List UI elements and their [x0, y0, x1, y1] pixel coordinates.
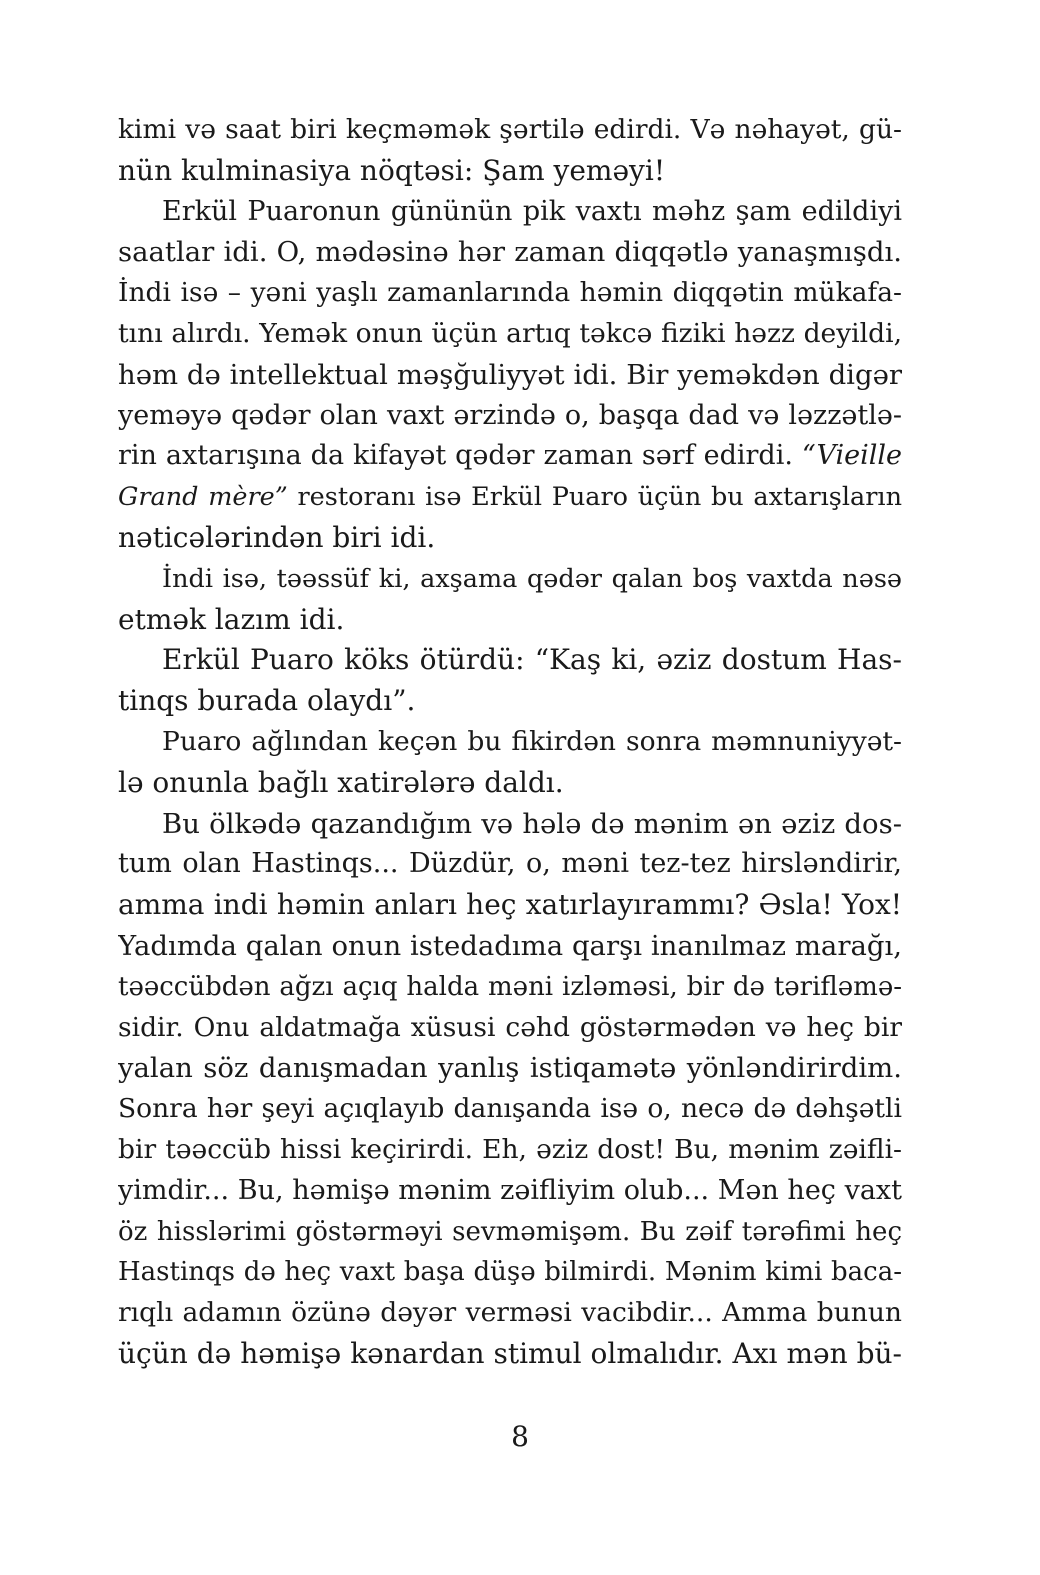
text-line: etmək lazım idi. — [118, 602, 345, 636]
text-line: həm də intellektual məşğuliyyət idi. Bir yeməkdən digər — [118, 358, 902, 391]
text-line: lə onunla bağlı xatirələrə daldı. — [118, 765, 564, 799]
text-line: Erkül Puaronun gününün pik vaxtı məhz şam edildiyi — [162, 195, 902, 227]
text-line — [118, 436, 902, 477]
italic-title: “Vieille — [801, 440, 902, 472]
text-line — [118, 477, 902, 518]
page-number: 8 — [511, 1420, 529, 1453]
text-line: sidir. Onu aldatmağa xüsusi cəhd göstərmədən və heç bir — [118, 1011, 902, 1043]
text-line: saatlar idi. O, mədəsinə hər zaman diqqətlə yanaşmışdı. — [118, 236, 902, 269]
text-line: tinqs burada olaydı”. — [118, 684, 416, 718]
text-line: tum olan Hastinqs... Düzdür, o, məni tez-tez hirsləndirir, — [118, 848, 902, 880]
text-line: yeməyə qədər olan vaxt ərzində o, başqa dad və ləzzətlə- — [118, 399, 902, 431]
text-line: nəticələrindən biri idi. — [118, 520, 436, 554]
text-line: Erkül Puaro köks ötürdü: “Kaş ki, əziz dostum Has- — [162, 643, 902, 677]
text-line: yalan söz danışmadan yanlış istiqamətə yönləndirirdim. — [118, 1052, 902, 1085]
text-line: tını alırdı. Yemək onun üçün artıq təkcə fiziki həzz deyildi, — [118, 317, 902, 349]
text-line: amma indi həmin anları heç xatırlayırammı? Əsla! Yox! — [118, 888, 902, 922]
text-line: nün kulminasiya nöqtəsi: Şam yeməyi! — [118, 153, 666, 187]
text-line: Sonra hər şeyi açıqlayıb danışanda isə o, necə də dəhşətli — [118, 1093, 902, 1125]
text-line: üçün də həmişə kənardan stimul olmalıdır. Axı mən bü- — [118, 1336, 902, 1370]
text-line: İndi isə – yəni yaşlı zamanlarında həmin diqqətin mükafa- — [118, 277, 902, 309]
text-line: rıqlı adamın özünə dəyər verməsi vacibdir... Amma bunun — [118, 1297, 902, 1329]
text-span: rin axtarışına da kifayət qədər zaman sərf edirdi. — [118, 440, 802, 472]
text-span: restoranı isə Erkül Puaro üçün bu axtarışların — [287, 482, 902, 513]
text-line: bir təəccüb hissi keçirirdi. Eh, əziz dost! Bu, mənim zəifli- — [118, 1133, 902, 1165]
text-line: öz hisslərimi göstərməyi sevməmişəm. Bu zəif tərəfimi heç — [118, 1216, 902, 1247]
text-line: Hastinqs də heç vaxt başa düşə bilmirdi. Mənim kimi baca- — [118, 1257, 902, 1288]
text-line: Puaro ağlından keçən bu fikirdən sonra məmnuniyyət- — [162, 725, 902, 757]
text-line: Yadımda qalan onun istedadıma qarşı inanılmaz marağı, — [118, 929, 902, 962]
text-line: Bu ölkədə qazandığım və hələ də mənim ən əziz dos- — [162, 807, 902, 840]
body-text — [118, 110, 902, 1375]
text-line: İndi isə, təəssüf ki, axşama qədər qalan boş vaxtda nəsə — [162, 563, 902, 594]
text-line: yimdir... Bu, həmişə mənim zəifliyim olub... Mən heç vaxt — [118, 1174, 902, 1206]
text-line: təəccübdən ağzı açıq halda məni izləməsi, bir də tərifləmə- — [118, 971, 902, 1002]
text-line: kimi və saat biri keçməmək şərtilə edirdi. Və nəhayət, gü- — [118, 114, 902, 145]
italic-title: Grand mère” — [118, 482, 288, 513]
